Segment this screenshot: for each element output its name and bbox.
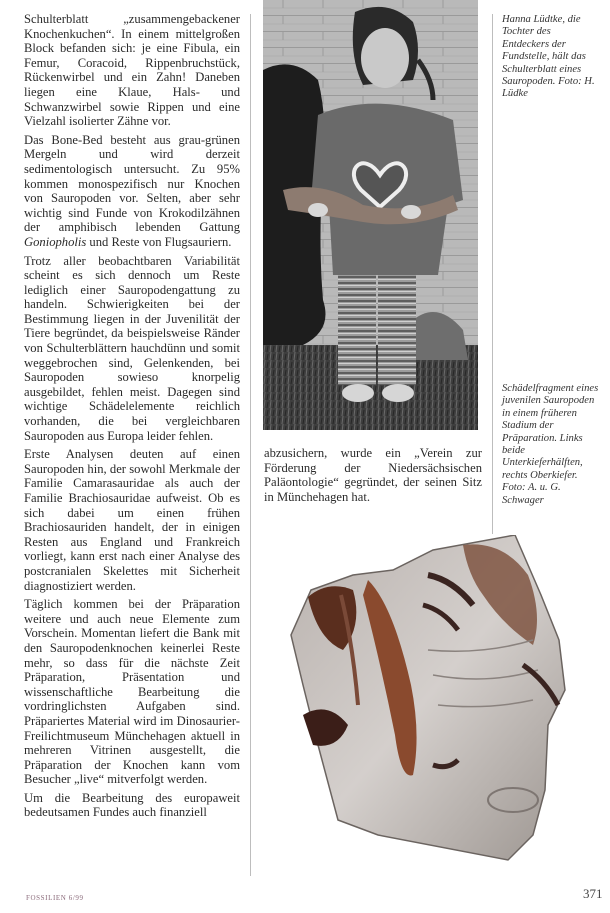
article-column-1 — [24, 12, 240, 820]
paragraph: Erste Analysen deuten auf einen Sauropoden hin, der sowohl Merkmale der Familie Camarasauridae als auch der Familie Brachiosauridae aufweist. Ob es sich dabei um einen frühen Brachiosauriden handelt, der in einigen Resten aus England und Frankreich vorliegt, kann erst nach einer Analyse des postcranialen Skelettes mit Sicherheit diagnostiziert werden. — [24, 447, 240, 593]
paragraph: Um die Bearbeitung des europaweit bedeutsamen Fundes auch finanziell — [24, 790, 240, 820]
photo-girl-with-fossil — [263, 0, 478, 430]
paragraph: Das Bone-Bed besteht aus grau-grünen Mergeln und wird derzeit sedimentologisch untersucht. Zu 95% kommen monospezifisch nur Knochen von Sauropoden vor. Selten, aber sehr wichtig sind Funde von Krokodilzähnen der amphibisch lebenden Gattung Goniopholis und Reste von Flugsauriern. — [24, 132, 240, 249]
caption-photo-girl: Hanna Lüdtke, die Tochter des Entdeckers der Fundstelle, hält das Schulterblatt eines Sauropoden. Foto: H. Lüdke — [502, 14, 595, 100]
column-divider — [250, 14, 251, 876]
photo-skull-fragment — [283, 535, 588, 865]
page-number: 371 — [583, 886, 603, 901]
caption-divider — [492, 14, 493, 534]
paragraph: Täglich kommen bei der Präparation weitere und auch neue Elemente zum Vorschein. Momentan liefert die Bank mit den Sauropodenknochen keinerlei Reste mehr, so dass für die nächste Zeit Präparation, Präsentation und wissenschaftliche Bearbeitung die vordringlichsten Aufgaben sind. Präpariertes Material wird im Dinosaurier-Freilichtmuseum Münchehagen aktuell in mehreren Vitrinen ausgestellt, die Präparation der Knochen kann vom Besucher „live“ mitverfolgt werden. — [24, 597, 240, 787]
article-column-2-continuation: abzusichern, wurde ein „Verein zur Förderung der Niedersächsischen Paläontologie“ gegründet, der seinen Sitz in Münchehagen hat. — [264, 446, 482, 504]
paragraph: Trotz aller beobachtbaren Variabilität scheint es sich dennoch um Reste lediglich einer Sauropodengattung zu handeln. Schwierigkeiten bei der Bestimmung liegen in der Juvenilität der Tiere begründet, da beispielsweise Ränder von Schulterblättern hauchdünn und somit weggebrochen sind, Gelenkenden, bei Sauropoden sowieso knorpelig ausgebildet, fehlen meist. Dagegen sind wichtige Schädelelemente reichlich vorhanden, die bei vergleichbaren Sauropoden aus Europa leider fehlen. — [24, 253, 240, 443]
photo-skull-image — [283, 535, 588, 865]
genus-name: Goniopholis — [24, 234, 87, 249]
caption-photo-skull: Schädelfragment eines juvenilen Sauropoden in einem früheren Stadium der Präparation. Links beide Unterkieferhälften, rechts Oberkiefer. Foto: A. u. G. Schwager — [502, 383, 599, 506]
photo-girl-image — [263, 0, 478, 430]
magazine-issue-label: FOSSILIEN 6/99 — [26, 894, 84, 902]
paragraph: Schulterblatt „zusammengebackener Knochenkuchen“. In einem mittelgroßen Block befanden sich: je eine Fibula, ein Femur, Coracoid, Rippenbruchstück, Rückenwirbel und ein Zahn! Daneben liegen eine Klaue, Hals- und Schwanzwirbel sowie Rippen und eine Vielzahl isolierter Zähne vor. — [24, 12, 240, 129]
